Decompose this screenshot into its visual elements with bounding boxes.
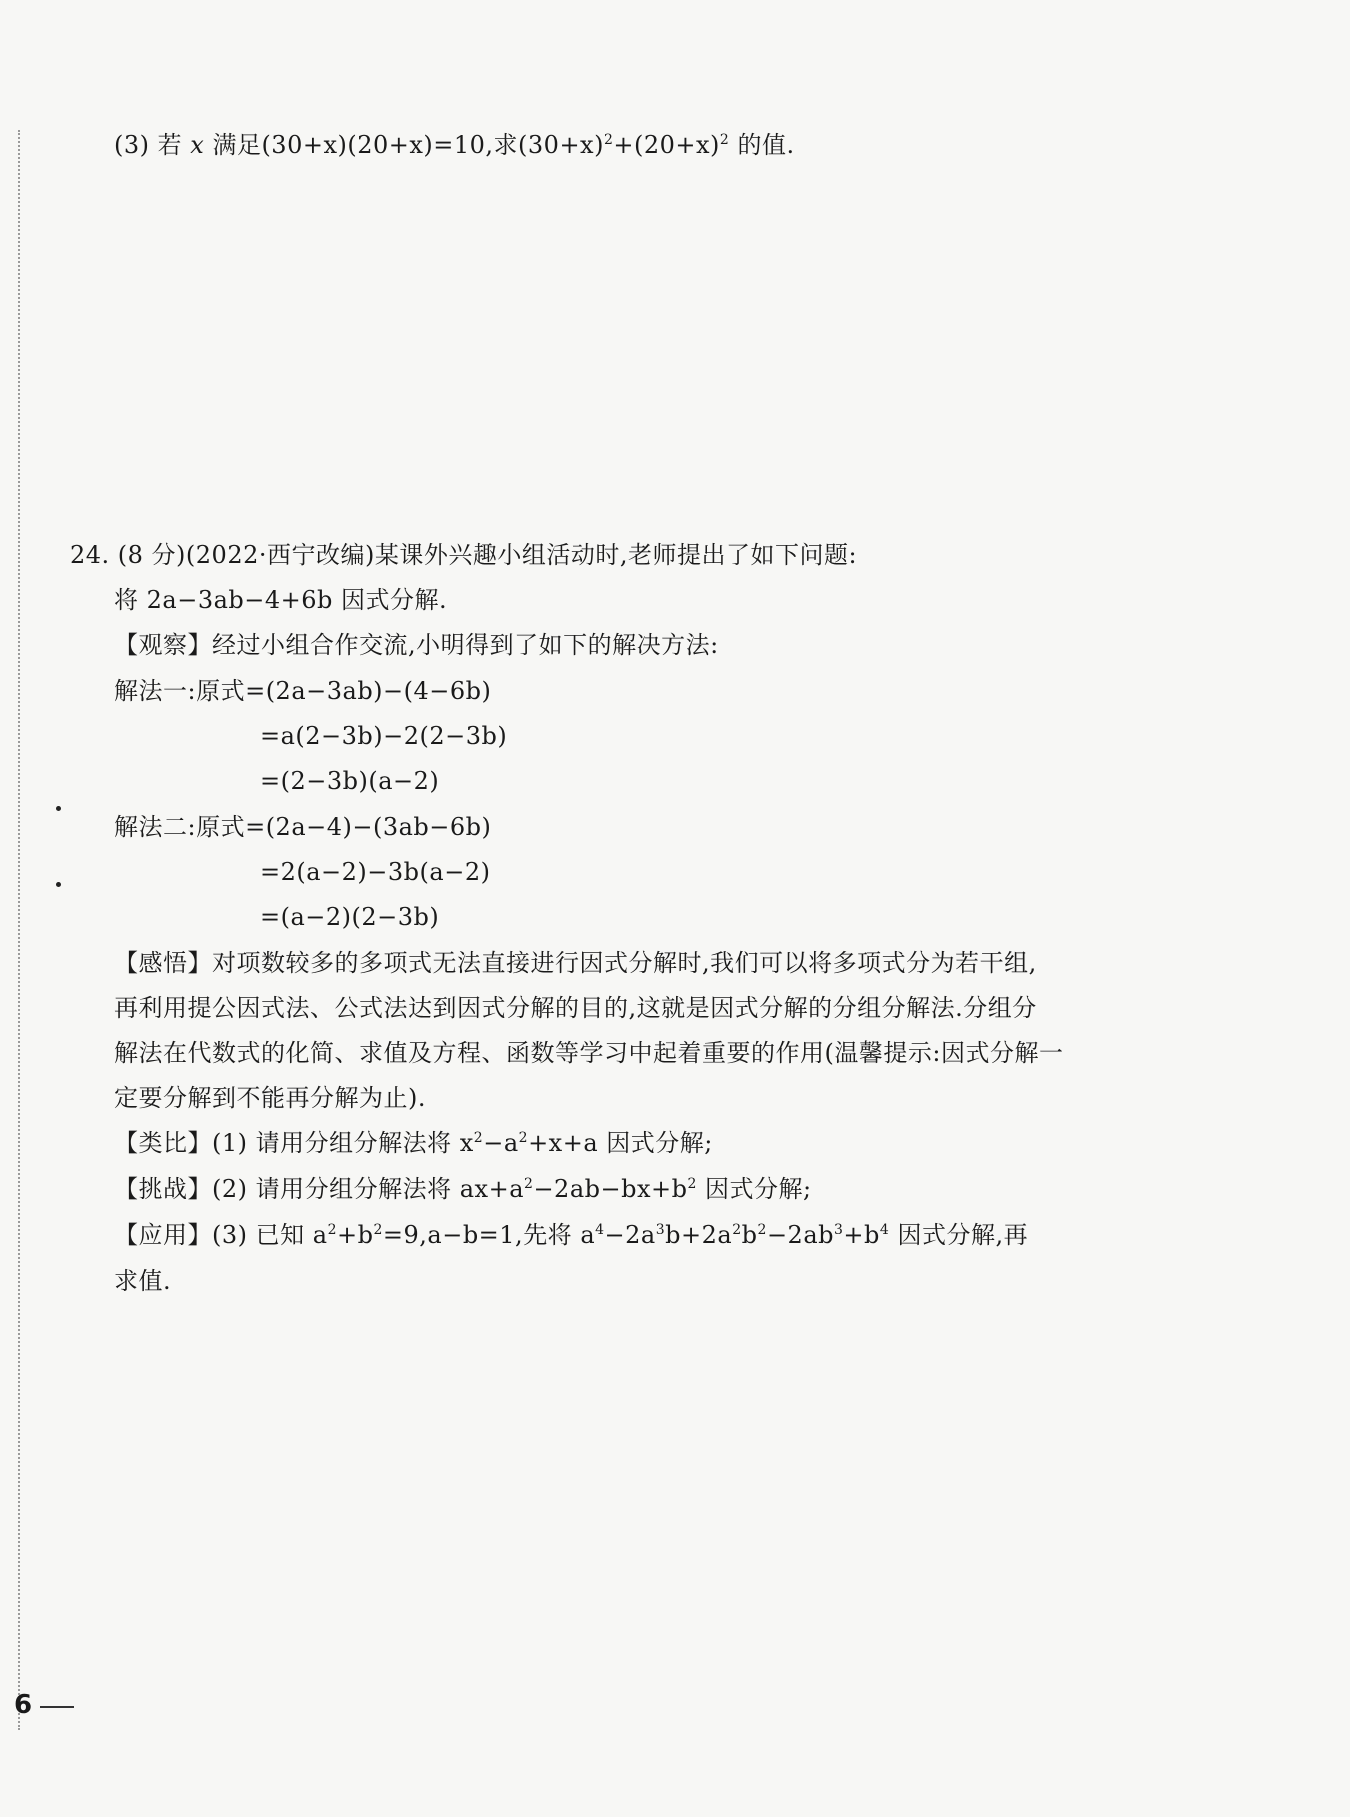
analogy-question: 【类比】(1) 请用分组分解法将 $x^2-a^2+x+a$ 因式分解;: [114, 1129, 713, 1157]
insight-line3: 解法在代数式的化简、求值及方程、函数等学习中起着重要的作用(温馨提示:因式分解一: [114, 1039, 1064, 1067]
apply-question-line2: 求值.: [114, 1267, 172, 1295]
q24-task: 将 2a−3ab−4+6b 因式分解.: [114, 586, 448, 614]
method1-line3: =(2−3b)(a−2): [260, 767, 440, 795]
insight-line4: 定要分解到不能再分解为止).: [114, 1084, 426, 1112]
binding-margin-line: [18, 130, 20, 1730]
margin-dot: [56, 806, 61, 811]
q24-observe: 【观察】经过小组合作交流,小明得到了如下的解决方法:: [114, 631, 719, 659]
margin-dot: [56, 882, 61, 887]
q24-header: 24. (8 分)(2022·西宁改编)某课外兴趣小组活动时,老师提出了如下问题:: [70, 541, 858, 569]
page-number: 6: [14, 1690, 33, 1720]
insight-line2: 再利用提公因式法、公式法达到因式分解的目的,这就是因式分解的分组分解法.分组分: [114, 994, 1037, 1022]
insight-line1: 【感悟】对项数较多的多项式无法直接进行因式分解时,我们可以将多项式分为若干组,: [114, 949, 1037, 977]
method2-line3: =(a−2)(2−3b): [260, 903, 440, 931]
method2-line1: 解法二:原式=(2a−4)−(3ab−6b): [114, 813, 492, 841]
challenge-question: 【挑战】(2) 请用分组分解法将 $ax+a^2-2ab-bx+b^2$ 因式分解;: [114, 1175, 812, 1203]
method2-line2: =2(a−2)−3b(a−2): [260, 858, 491, 886]
q23-part3: (3) 若 x 满足(30+x)(20+x)=10,求$(30+x)^2+(20+x)^2$ 的值.: [114, 131, 795, 159]
apply-question: 【应用】(3) 已知 $a^2+b^2=9,a-b=1$,先将 $a^4-2a^3b+2a^2b^2-2ab^3+b^4$ 因式分解,再: [114, 1221, 1029, 1249]
method1-line2: =a(2−3b)−2(2−3b): [260, 722, 508, 750]
method1-line1: 解法一:原式=(2a−3ab)−(4−6b): [114, 677, 492, 705]
page-number-dash: [40, 1706, 74, 1708]
